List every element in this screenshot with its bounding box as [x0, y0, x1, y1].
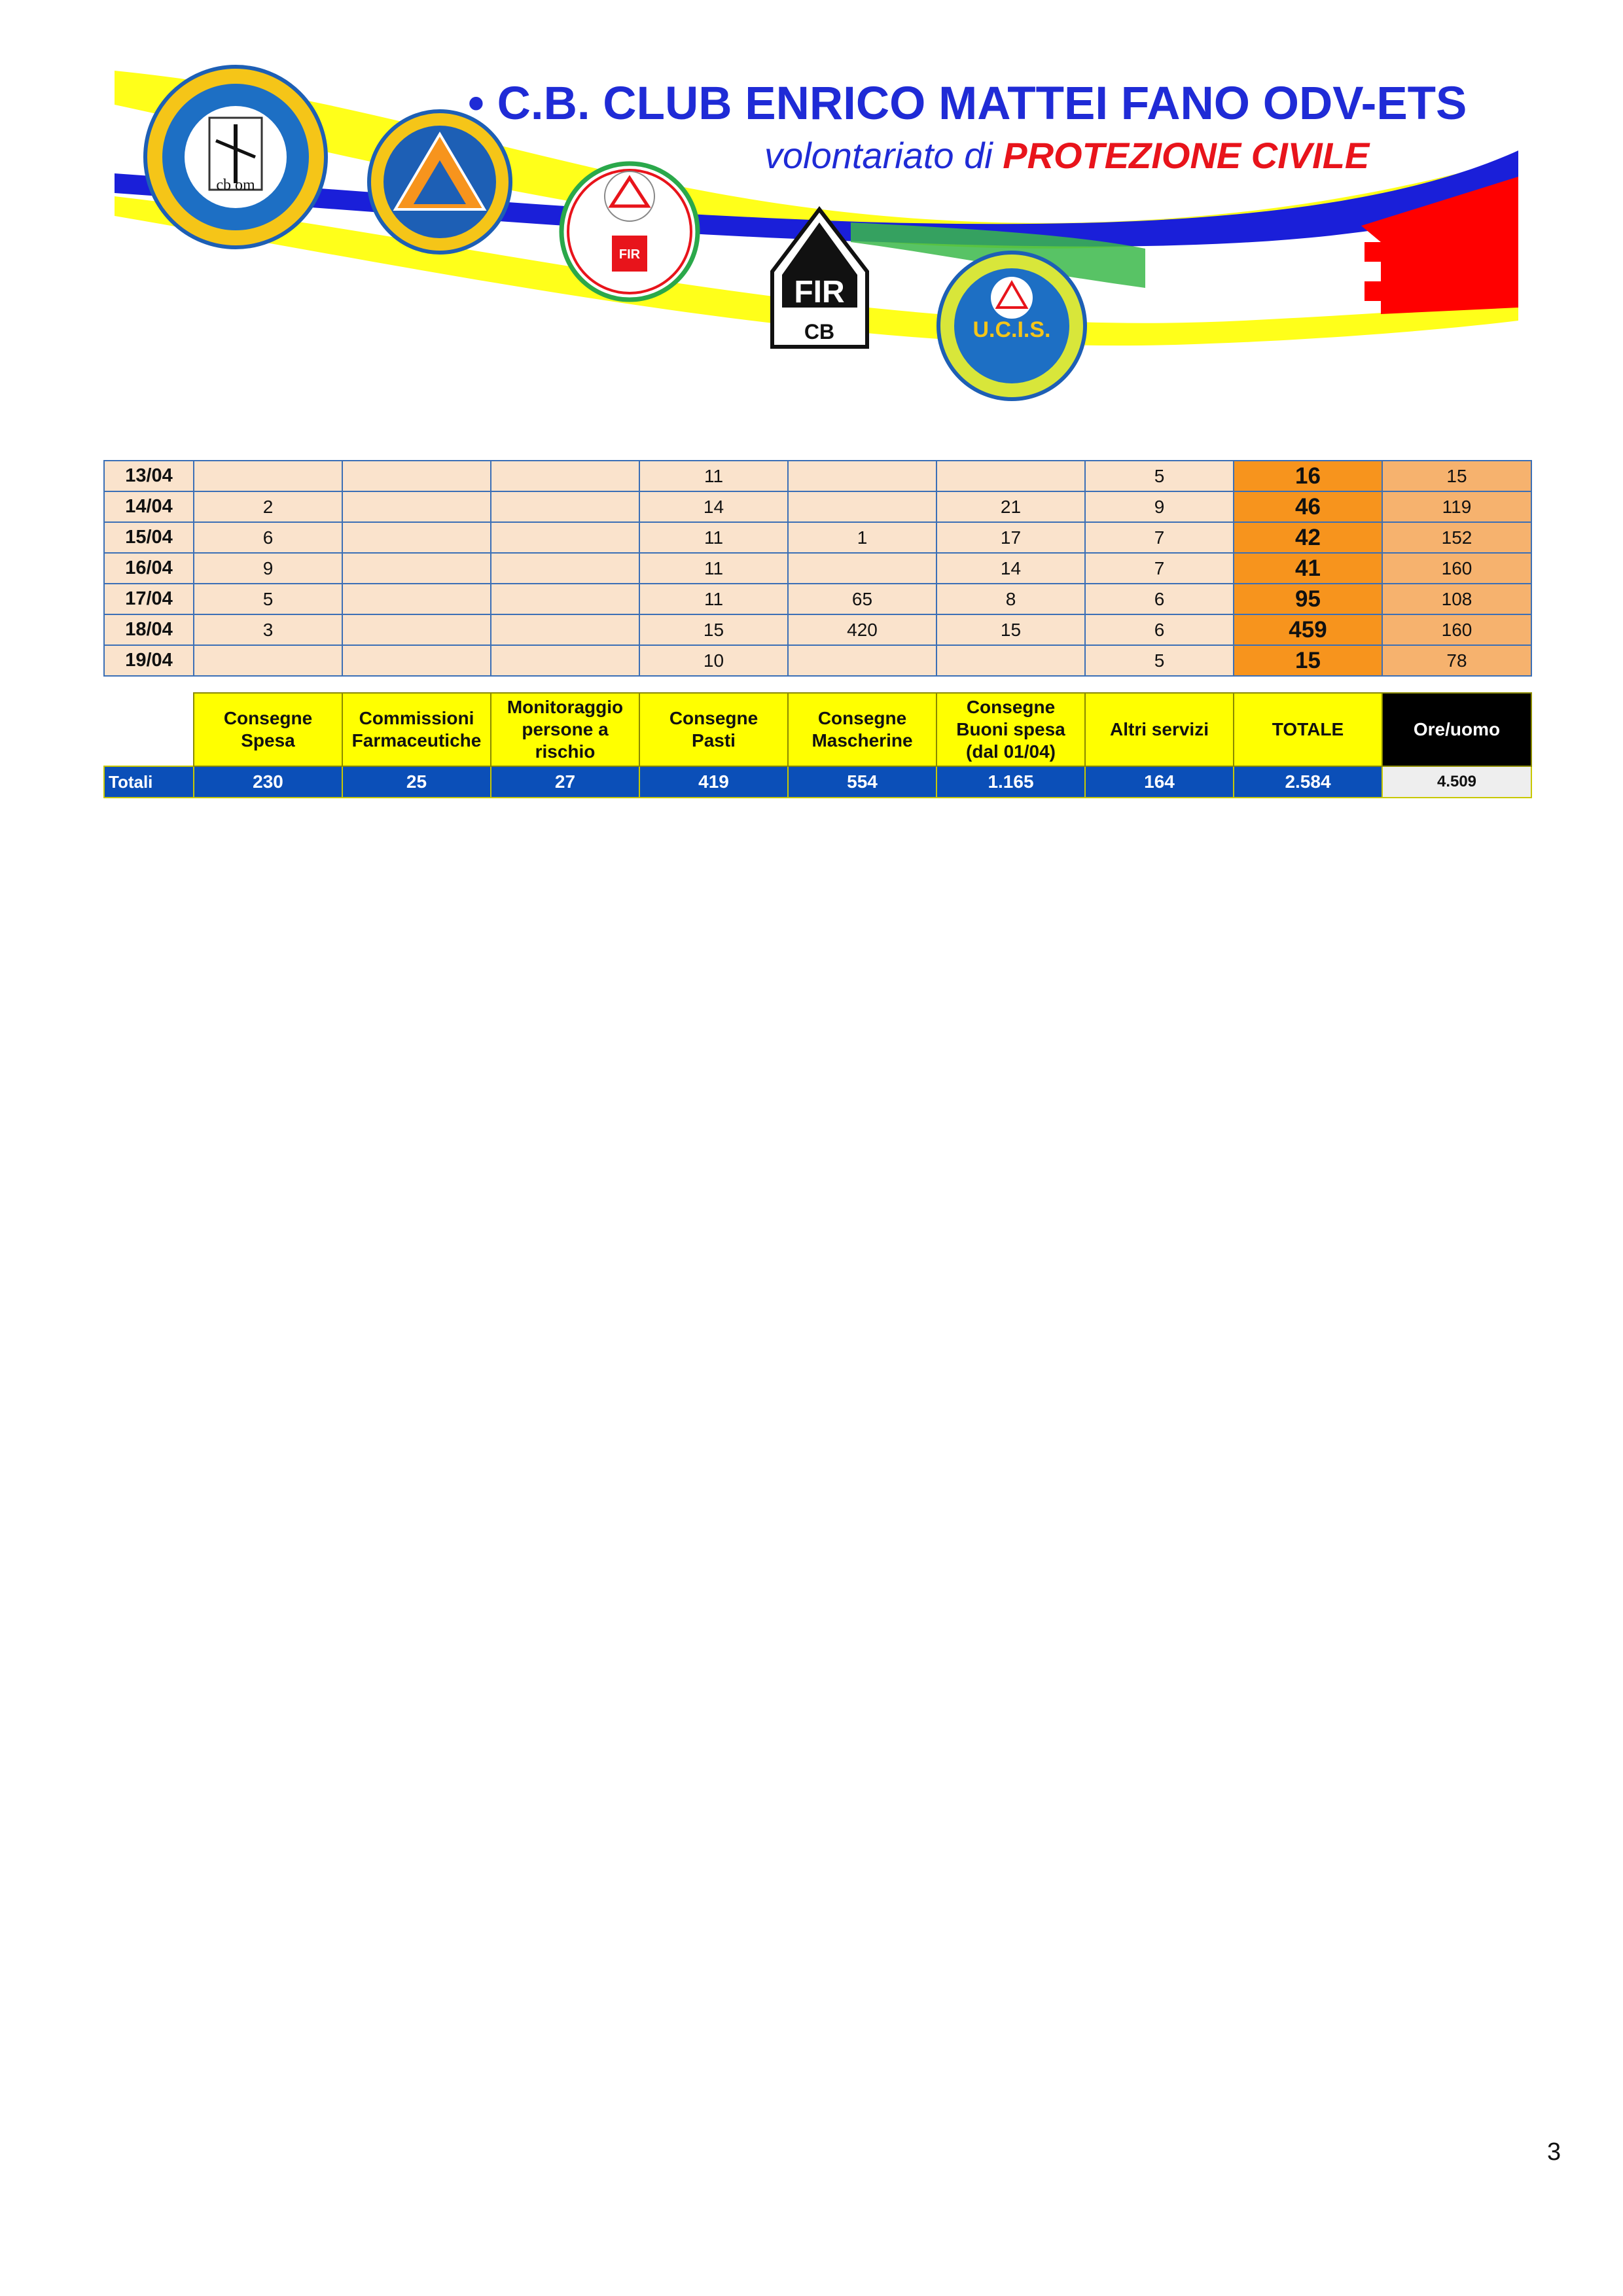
summary-totals-row	[104, 766, 1531, 798]
row-cell: 11	[639, 553, 788, 584]
row-cell	[194, 645, 342, 676]
subtitle-highlight: PROTEZIONE CIVILE	[1003, 135, 1370, 176]
svg-text:U.C.I.S.: U.C.I.S.	[972, 317, 1051, 342]
row-totale: 15	[1234, 645, 1382, 676]
summary-header-line: Ore/uomo	[1413, 719, 1501, 739]
table-row	[104, 461, 1531, 491]
summary-total-cell: 1.165	[936, 766, 1085, 798]
summary-total-cell: 25	[342, 766, 491, 798]
protezione-civile-nazionale-logo	[562, 164, 698, 300]
row-cell: 5	[1085, 645, 1234, 676]
row-cell: 11	[639, 584, 788, 614]
row-cell	[936, 645, 1085, 676]
summary-total-cell: 164	[1085, 766, 1234, 798]
row-cell	[788, 461, 936, 491]
row-cell	[491, 491, 639, 522]
row-date: 14/04	[104, 491, 194, 522]
table-row	[104, 553, 1531, 584]
row-cell	[491, 522, 639, 553]
row-totale: 46	[1234, 491, 1382, 522]
subtitle-prefix: volontariato di	[764, 135, 1003, 176]
summary-header-line: Monitoraggio	[507, 697, 624, 717]
summary-header-cell	[936, 693, 1085, 766]
row-cell: 14	[936, 553, 1085, 584]
row-cell	[491, 614, 639, 645]
summary-total-cell: 27	[491, 766, 639, 798]
row-cell: 11	[639, 522, 788, 553]
summary-header-line: Altri servizi	[1110, 719, 1209, 739]
row-cell: 15	[936, 614, 1085, 645]
row-cell	[342, 491, 491, 522]
row-cell: 7	[1085, 522, 1234, 553]
summary-header-blank	[104, 693, 194, 766]
summary-header-cell	[342, 693, 491, 766]
row-cell: 5	[1085, 461, 1234, 491]
row-cell: 8	[936, 584, 1085, 614]
row-cell: 15	[639, 614, 788, 645]
totals-label: Totali	[104, 766, 194, 798]
summary-header-cell	[1234, 693, 1382, 766]
row-ore-uomo: 78	[1382, 645, 1531, 676]
row-cell: 2	[194, 491, 342, 522]
table-row	[104, 614, 1531, 645]
row-cell	[491, 645, 639, 676]
summary-header-line: Mascherine	[812, 730, 913, 751]
row-ore-uomo: 119	[1382, 491, 1531, 522]
row-cell	[788, 645, 936, 676]
summary-header-cell	[491, 693, 639, 766]
row-ore-uomo: 108	[1382, 584, 1531, 614]
daily-table-body	[104, 461, 1531, 676]
row-cell: 3	[194, 614, 342, 645]
row-cell: 420	[788, 614, 936, 645]
row-totale: 16	[1234, 461, 1382, 491]
row-date: 16/04	[104, 553, 194, 584]
ucis-logo	[938, 253, 1085, 399]
summary-header-cell	[194, 693, 342, 766]
row-cell	[491, 461, 639, 491]
summary-header-line: persone a	[522, 719, 609, 739]
row-cell: 6	[194, 522, 342, 553]
summary-header-cell	[788, 693, 936, 766]
club-enrico-mattei-logo	[145, 67, 326, 247]
summary-total-cell: 230	[194, 766, 342, 798]
row-cell: 65	[788, 584, 936, 614]
row-cell: 9	[1085, 491, 1234, 522]
summary-header-line: Commissioni	[359, 708, 474, 728]
row-date: 17/04	[104, 584, 194, 614]
row-ore-uomo: 160	[1382, 614, 1531, 645]
page-header	[0, 0, 1623, 419]
row-cell: 11	[639, 461, 788, 491]
summary-table	[103, 692, 1532, 798]
svg-text:FIR: FIR	[618, 247, 641, 262]
club-subtitle	[764, 134, 1369, 177]
row-cell	[788, 491, 936, 522]
summary-header-line: Consegne	[669, 708, 758, 728]
summary-header-line: Consegne	[817, 708, 907, 728]
protezione-civile-marche-logo	[369, 111, 510, 253]
table-row	[104, 491, 1531, 522]
club-title: • C.B. CLUB ENRICO MATTEI FANO ODV-ETS	[468, 78, 1467, 130]
row-ore-uomo: 160	[1382, 553, 1531, 584]
row-cell	[194, 461, 342, 491]
row-cell	[342, 553, 491, 584]
summary-total-cell: 2.584	[1234, 766, 1382, 798]
row-cell	[491, 553, 639, 584]
summary-header-cell	[639, 693, 788, 766]
row-ore-uomo: 15	[1382, 461, 1531, 491]
summary-header-line: Pasti	[692, 730, 736, 751]
row-cell: 10	[639, 645, 788, 676]
row-cell	[491, 584, 639, 614]
row-ore-uomo: 152	[1382, 522, 1531, 553]
row-cell	[788, 553, 936, 584]
summary-header-cell	[1382, 693, 1531, 766]
row-date: 15/04	[104, 522, 194, 553]
svg-text:CB: CB	[804, 320, 835, 344]
row-cell	[342, 522, 491, 553]
row-cell: 1	[788, 522, 936, 553]
summary-total-cell: 4.509	[1382, 766, 1531, 798]
row-cell: 6	[1085, 584, 1234, 614]
svg-text:FIR: FIR	[794, 275, 845, 309]
daily-table	[103, 460, 1532, 677]
row-totale: 95	[1234, 584, 1382, 614]
summary-header-line: Farmaceutiche	[351, 730, 482, 751]
summary-header-line: (dal 01/04)	[966, 741, 1056, 762]
svg-text:cb om: cb om	[216, 177, 255, 194]
row-cell: 14	[639, 491, 788, 522]
row-date: 19/04	[104, 645, 194, 676]
table-row	[104, 645, 1531, 676]
page-number: 3	[1547, 2138, 1561, 2166]
table-row	[104, 522, 1531, 553]
summary-header-line: Consegne	[966, 697, 1056, 717]
row-cell: 17	[936, 522, 1085, 553]
summary-total-cell: 419	[639, 766, 788, 798]
header-banner-graphic	[0, 0, 1623, 419]
row-date: 18/04	[104, 614, 194, 645]
row-cell: 9	[194, 553, 342, 584]
row-cell	[342, 614, 491, 645]
row-cell: 5	[194, 584, 342, 614]
summary-total-cell: 554	[788, 766, 936, 798]
row-cell: 7	[1085, 553, 1234, 584]
summary-header-line: Consegne	[223, 708, 313, 728]
row-totale: 459	[1234, 614, 1382, 645]
summary-header-row	[104, 693, 1531, 766]
row-cell	[342, 584, 491, 614]
row-date: 13/04	[104, 461, 194, 491]
row-cell	[936, 461, 1085, 491]
table-row	[104, 584, 1531, 614]
summary-header-line: rischio	[535, 741, 596, 762]
summary-header-line: Spesa	[241, 730, 295, 751]
row-totale: 42	[1234, 522, 1382, 553]
row-cell	[342, 461, 491, 491]
summary-header-line: Buoni spesa	[956, 719, 1065, 739]
row-cell: 21	[936, 491, 1085, 522]
row-cell	[342, 645, 491, 676]
row-cell: 6	[1085, 614, 1234, 645]
summary-header-line: TOTALE	[1272, 719, 1344, 739]
row-totale: 41	[1234, 553, 1382, 584]
summary-header-cell	[1085, 693, 1234, 766]
